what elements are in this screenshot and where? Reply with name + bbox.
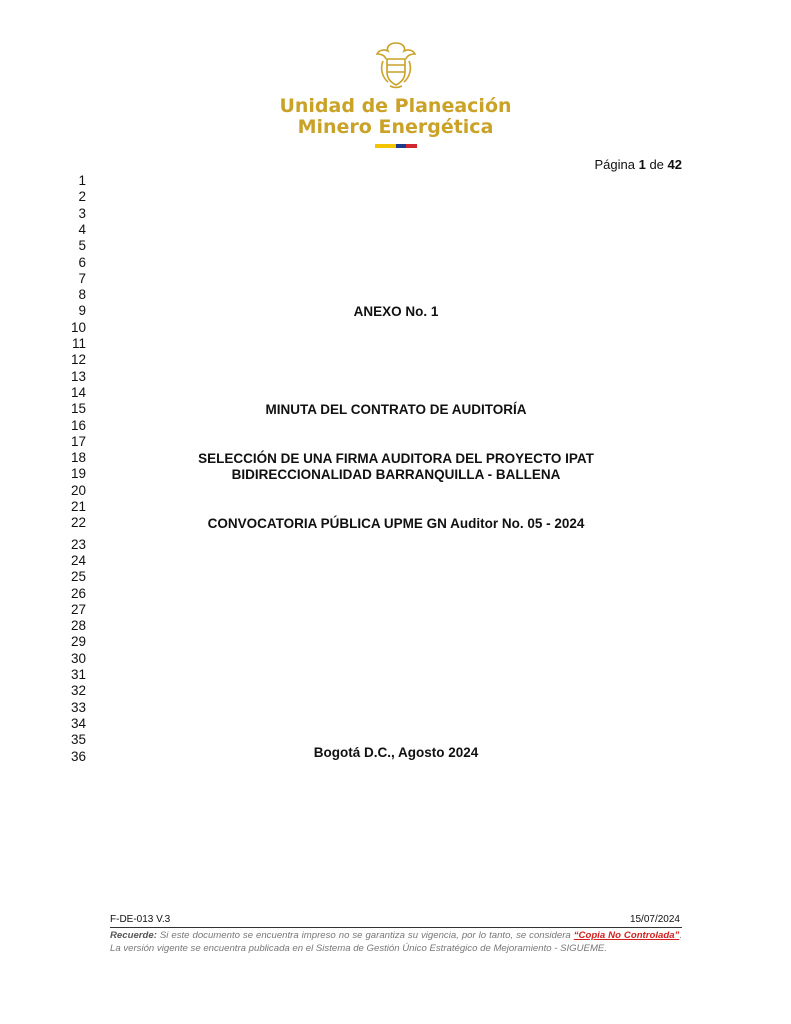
footer-divider (110, 927, 682, 928)
org-name-line1: Unidad de Planeación (279, 95, 512, 117)
line-number: 27 (70, 601, 86, 617)
page-total: 42 (667, 157, 682, 172)
line-number: 32 (70, 683, 86, 699)
line-number: 29 (70, 634, 86, 650)
line-number: 17 (70, 433, 86, 449)
line-number: 15 (70, 401, 86, 417)
place-date: Bogotá D.C., Agosto 2024 (313, 745, 479, 760)
flag-bar (375, 144, 417, 148)
org-name-line2: Minero Energética (297, 116, 494, 138)
coat-of-arms-icon (374, 40, 418, 90)
line-number: 1 (78, 173, 86, 188)
line-number: 13 (70, 368, 86, 384)
line-number: 20 (70, 482, 86, 498)
line-number: 18 (70, 450, 86, 466)
footer-note (110, 930, 682, 955)
line-number: 26 (70, 585, 86, 601)
line-number: 35 (70, 732, 86, 748)
selection-line-1: SELECCIÓN DE UNA FIRMA AUDITORA DEL PROYECTO IPAT (198, 451, 594, 466)
line-number: 7 (78, 270, 86, 286)
footer-form-code: F-DE-013 V.3 (110, 914, 171, 925)
footer-date: 15/07/2024 (629, 914, 680, 925)
footer-note-part2: . La versión vigente se encuentra publicada en el Sistema de Gestión Único Estratégico de Mejoramiento - SIGUEME. (110, 930, 683, 954)
line-number: 9 (78, 303, 86, 319)
line-number: 36 (70, 748, 86, 764)
line-number: 23 (70, 536, 86, 552)
line-number: 30 (70, 650, 86, 666)
line-number: 4 (78, 221, 86, 237)
logo (0, 40, 791, 148)
footer-note-part1: Si este documento se encuentra impreso no se garantiza su vigencia, por lo tanto, se considera (156, 930, 574, 941)
line-number: 21 (70, 499, 86, 514)
minute-title: MINUTA DEL CONTRATO DE AUDITORÍA (265, 402, 527, 417)
line-number: 14 (70, 384, 86, 400)
line-number: 3 (78, 205, 86, 221)
line-number: 5 (78, 238, 86, 254)
page-current: 1 (638, 157, 646, 172)
line-number: 8 (78, 287, 86, 303)
footer-note-highlight: “Copia No Controlada” (573, 930, 680, 941)
line-number: 11 (71, 336, 86, 351)
page-counter (594, 157, 682, 172)
line-number: 28 (70, 618, 86, 634)
line-number: 25 (70, 569, 86, 585)
line-number: 22 (70, 515, 86, 531)
line-number: 10 (70, 319, 86, 335)
page-of-label: de (649, 157, 664, 172)
line-number: 6 (78, 254, 86, 270)
line-number: 2 (78, 189, 86, 205)
line-number: 24 (70, 552, 86, 568)
call-title: CONVOCATORIA PÚBLICA UPME GN Auditor No. 05 - 2024 (207, 516, 585, 531)
footer-note-lead: Recuerde: (110, 930, 157, 941)
line-number: 16 (70, 417, 86, 433)
line-number: 34 (70, 715, 86, 731)
selection-line-2: BIDIRECCIONALIDAD BARRANQUILLA - BALLENA (231, 467, 561, 482)
line-number: 31 (70, 667, 86, 682)
line-number: 12 (70, 352, 86, 368)
page-label: Página (594, 157, 635, 172)
annex-title: ANEXO No. 1 (353, 304, 439, 319)
line-number: 33 (70, 699, 86, 715)
line-number: 19 (70, 466, 86, 482)
